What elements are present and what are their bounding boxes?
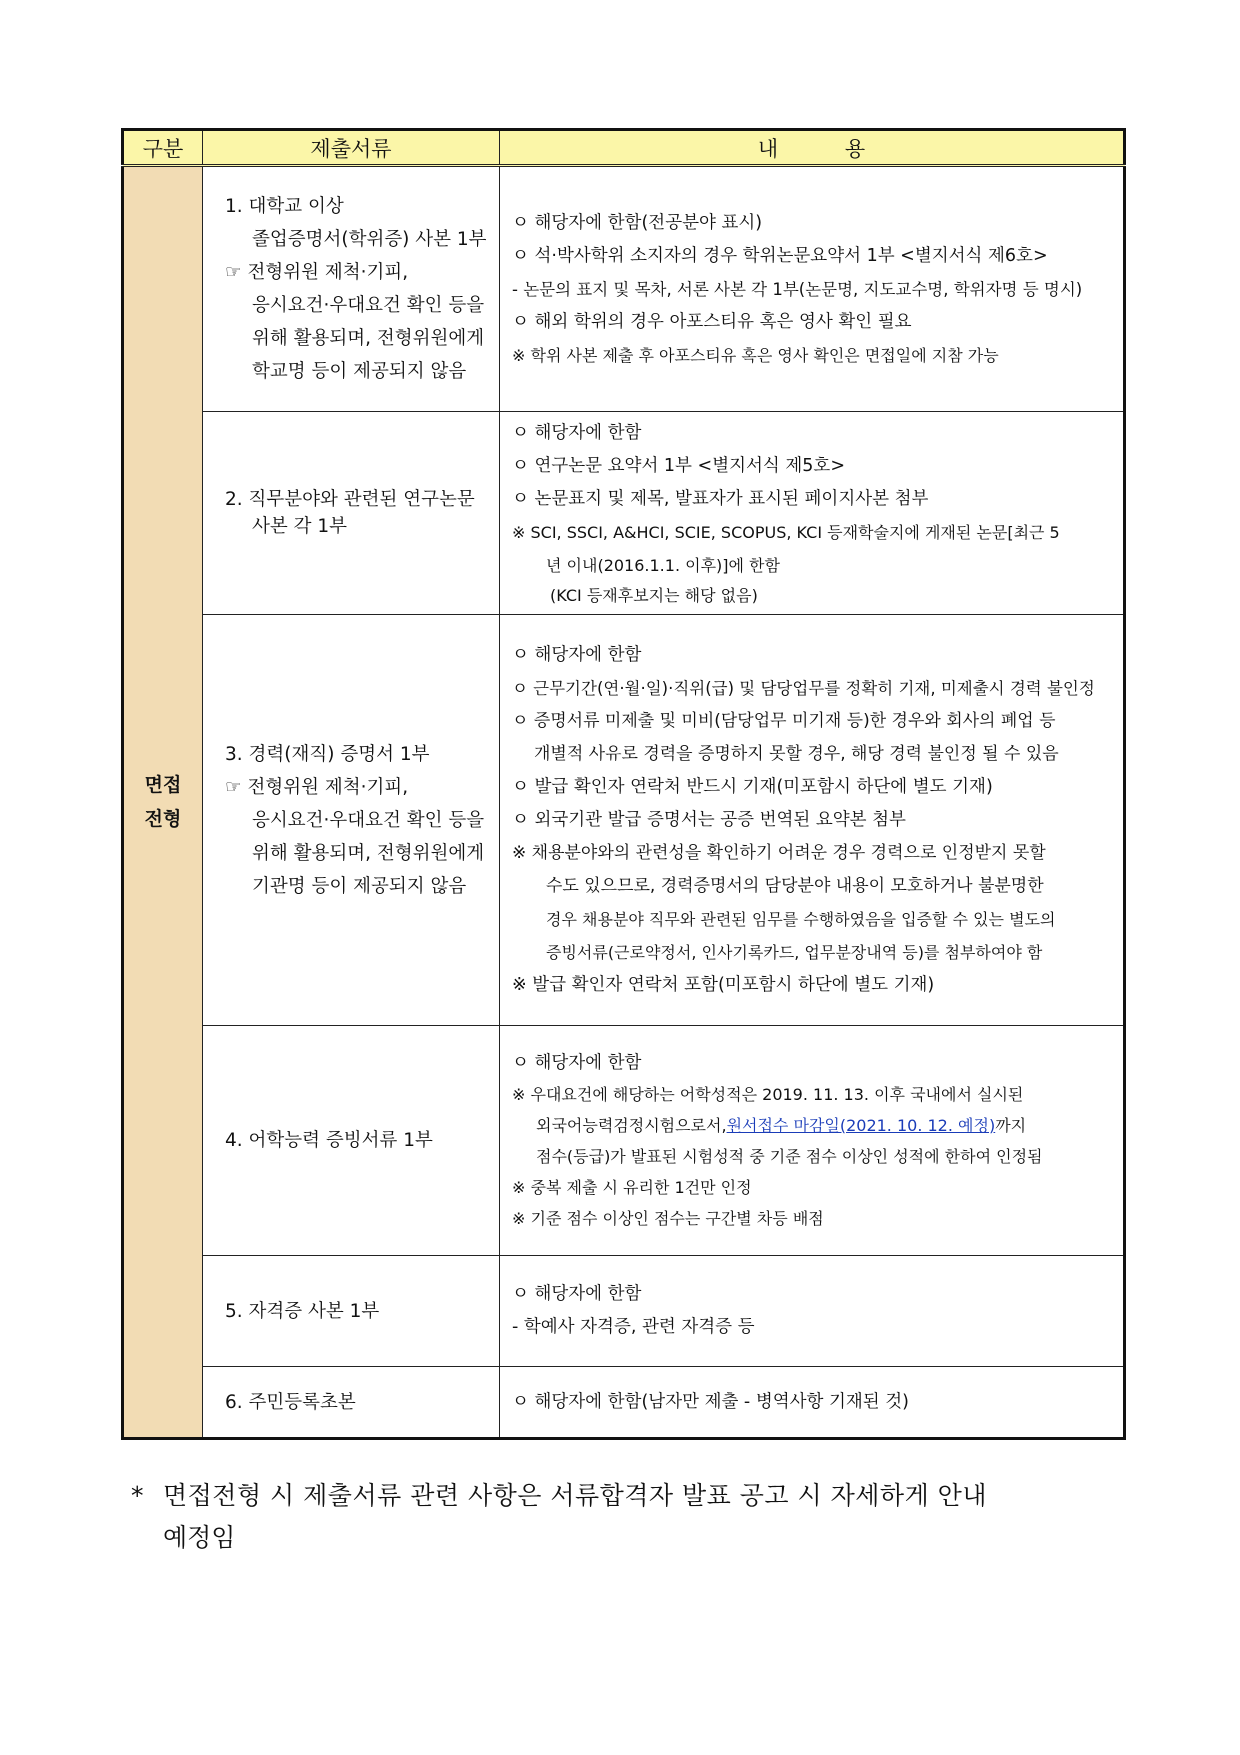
doc-line: 5. 자격증 사본 1부	[225, 1300, 380, 1322]
content-line: ㅇ 해당자에 한함(전공분야 표시)	[512, 212, 763, 233]
content-line: ※ 학위 사본 제출 후 아포스티유 혹은 영사 확인은 면접일에 지참 가능	[512, 345, 999, 365]
footnote-text: 면접전형 시 제출서류 관련 사항은 서류합격자 발표 공고 시 자세하게 안내	[163, 1481, 987, 1510]
doc-cell	[203, 412, 500, 615]
content-line: ㅇ 해당자에 한함	[512, 644, 642, 665]
doc-cell	[203, 1256, 500, 1367]
content-text: 외국어능력검정시험으로서,	[536, 1115, 727, 1135]
header-content: 내 용	[500, 130, 1125, 166]
doc-line: 기관명 등이 제공되지 않음	[252, 875, 467, 897]
doc-line: 3. 경력(재직) 증명서 1부	[225, 743, 430, 765]
content-line: - 논문의 표지 및 목차, 서론 사본 각 1부(논문명, 지도교수명, 학위자명 등 명시)	[512, 279, 1083, 299]
content-line: ※ SCI, SSCI, A&HCI, SCIE, SCOPUS, KCI 등재학술지에 게재된 논문[최근 5	[512, 522, 1060, 542]
doc-line: 졸업증명서(학위증) 사본 1부	[252, 229, 487, 250]
content-line: ㅇ 석·박사학위 소지자의 경우 학위논문요약서 1부 <별지서식 제6호>	[512, 245, 1048, 266]
content-line: ㅇ 발급 확인자 연락처 반드시 기재(미포함시 하단에 별도 기재)	[512, 776, 993, 797]
category-label-line1: 면접	[144, 774, 182, 796]
table-row	[123, 166, 1125, 412]
content-line: ㅇ 해당자에 한함	[512, 1052, 642, 1073]
table-header-row	[123, 130, 1125, 166]
content-line: 개별적 사유로 경력을 증명하지 못할 경우, 해당 경력 불인정 될 수 있음	[534, 743, 1059, 764]
doc-cell	[203, 1026, 500, 1256]
table-row	[123, 412, 1125, 615]
table-row	[123, 1026, 1125, 1256]
content-line: ㅇ 해당자에 한함	[512, 1284, 642, 1304]
doc-line: 학교명 등이 제공되지 않음	[252, 361, 467, 382]
content-cell	[500, 615, 1125, 1026]
content-line: ㅇ 외국기관 발급 증명서는 공증 번역된 요약본 첨부	[512, 809, 906, 830]
doc-cell	[203, 166, 500, 412]
table-row	[123, 615, 1125, 1026]
footnote-mark: *	[131, 1481, 144, 1510]
deadline-link[interactable]: 원서접수 마감일(2021. 10. 12. 예정)	[726, 1115, 996, 1135]
content-line: ※ 중복 제출 시 유리한 1건만 인정	[512, 1177, 752, 1197]
footnote-line2: 예정임	[163, 1523, 236, 1552]
doc-line: ☞ 전형위원 제척·기피,	[225, 262, 409, 283]
content-line	[512, 1110, 1123, 1141]
doc-line: 응시요건·우대요건 확인 등을	[252, 295, 485, 316]
doc-line: 사본 각 1부	[252, 516, 348, 537]
footnote-line1	[131, 1475, 1121, 1517]
header-documents: 제출서류	[203, 130, 500, 166]
submission-documents-table	[121, 128, 1126, 1440]
doc-line: ☞ 전형위원 제척·기피,	[225, 776, 409, 798]
content-line: - 학예사 자격증, 관련 자격증 등	[512, 1317, 755, 1337]
doc-line: 응시요건·우대요건 확인 등을	[252, 809, 485, 831]
content-line: ㅇ 해당자에 한함(남자만 제출 - 병역사항 기재된 것)	[512, 1391, 910, 1412]
doc-cell	[203, 615, 500, 1026]
content-cell	[500, 1026, 1125, 1256]
content-line: ※ 채용분야와의 관련성을 확인하기 어려운 경우 경력으로 인정받지 못할	[512, 842, 1046, 863]
content-line: 증빙서류(근로약정서, 인사기록카드, 업무분장내역 등)를 첨부하여야 함	[546, 942, 1043, 962]
content-line: 점수(등급)가 발표된 시험성적 중 기준 점수 이상인 성적에 한하여 인정됨	[536, 1146, 1043, 1166]
doc-cell	[203, 1367, 500, 1439]
doc-line: 6. 주민등록초본	[225, 1391, 356, 1413]
content-line: ㅇ 논문표지 및 제목, 발표자가 표시된 페이지사본 첨부	[512, 488, 929, 509]
table-row	[123, 1367, 1125, 1439]
content-line: 수도 있으므로, 경력증명서의 담당분야 내용이 모호하거나 불분명한	[546, 875, 1044, 896]
category-label-line2: 전형	[144, 808, 182, 830]
content-cell	[500, 412, 1125, 615]
doc-line: 위해 활용되며, 전형위원에게	[252, 328, 485, 349]
content-line: 경우 채용분야 직무와 관련된 임무를 수행하였음을 입증할 수 있는 별도의	[546, 909, 1056, 929]
content-cell	[500, 1256, 1125, 1367]
content-text: 까지	[995, 1115, 1027, 1135]
content-line: 년 이내(2016.1.1. 이후)]에 한함	[546, 555, 780, 575]
content-line: ※ 우대요건에 해당하는 어학성적은 2019. 11. 13. 이후 국내에서 실시된	[512, 1084, 1024, 1104]
doc-line: 위해 활용되며, 전형위원에게	[252, 842, 485, 864]
table-row	[123, 1256, 1125, 1367]
content-cell	[500, 166, 1125, 412]
content-line: ㅇ 근무기간(연·월·일)·직위(급) 및 담당업무를 정확히 기재, 미제출시 경력 불인정	[512, 678, 1095, 698]
content-cell	[500, 1367, 1125, 1439]
content-line: ㅇ 해외 학위의 경우 아포스티유 혹은 영사 확인 필요	[512, 311, 912, 332]
doc-line: 4. 어학능력 증빙서류 1부	[225, 1130, 433, 1151]
content-line: ㅇ 증명서류 미제출 및 미비(담당업무 미기재 등)한 경우와 회사의 폐업 등	[512, 710, 1056, 731]
footnote	[131, 1475, 1121, 1559]
category-interview	[123, 166, 203, 1439]
content-line: ※ 기준 점수 이상인 점수는 구간별 차등 배점	[512, 1208, 824, 1228]
doc-line: 1. 대학교 이상	[225, 196, 344, 217]
header-category: 구분	[123, 130, 203, 166]
content-line: (KCI 등재후보지는 해당 없음)	[550, 585, 758, 605]
content-line: ㅇ 해당자에 한함	[512, 422, 642, 443]
content-line: ※ 발급 확인자 연락처 포함(미포함시 하단에 별도 기재)	[512, 974, 935, 995]
content-line: ㅇ 연구논문 요약서 1부 <별지서식 제5호>	[512, 455, 845, 476]
doc-line: 2. 직무분야와 관련된 연구논문	[225, 489, 475, 510]
